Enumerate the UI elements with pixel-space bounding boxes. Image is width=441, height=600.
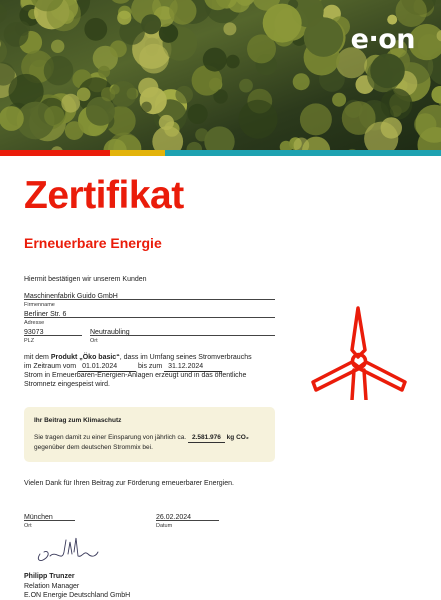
production-line: Strom in Erneuerbaren-Energien-Anlagen erzeugt und in das öffentliche bbox=[24, 372, 247, 379]
tree-crown bbox=[204, 126, 234, 150]
zip-value: 93073 bbox=[24, 329, 44, 336]
certificate-subtitle: Erneuerbare Energie bbox=[24, 235, 162, 251]
tree-crown bbox=[263, 4, 302, 43]
tree-crown bbox=[141, 102, 152, 113]
tree-crown bbox=[203, 48, 227, 72]
firm-label: Firmenname bbox=[24, 302, 55, 308]
tree-crown bbox=[0, 106, 24, 131]
thanks-text: Vielen Dank für Ihren Beitrag zur Förderung erneuerbarer Energien. bbox=[24, 480, 234, 487]
tree-crown bbox=[15, 21, 30, 36]
street-line bbox=[24, 317, 275, 318]
date-line bbox=[156, 520, 219, 521]
tree-crown bbox=[77, 88, 91, 102]
tree-crown bbox=[293, 73, 310, 90]
tree-crown bbox=[195, 128, 208, 141]
tree-crown bbox=[300, 103, 332, 135]
zip-label: PLZ bbox=[24, 338, 35, 344]
product-line: mit dem Produkt „Öko basic“, dass im Umfang seines Stromverbrauchs bbox=[24, 354, 252, 361]
tree-crown bbox=[110, 40, 127, 57]
date-label: Datum bbox=[156, 523, 173, 529]
date-value: 26.02.2024 bbox=[156, 514, 192, 521]
city-value: Neutraubling bbox=[90, 329, 130, 336]
tree-crown bbox=[223, 22, 236, 35]
tree-crown bbox=[175, 86, 193, 104]
tree-crown bbox=[188, 104, 208, 124]
climate-text: Sie tragen damit zu einer Einsparung von jährlich ca. 2.581.976 kg CO₂ gegenüber dem deutschen Strommix bei. bbox=[34, 434, 249, 451]
signature-scribble bbox=[34, 536, 104, 566]
tree-crown bbox=[370, 54, 405, 89]
tree-crown bbox=[332, 93, 346, 107]
place-value: München bbox=[24, 514, 53, 521]
brand-stripe-yellow bbox=[110, 150, 165, 156]
wind-turbine-icon bbox=[305, 300, 413, 405]
street-label: Adresse bbox=[24, 320, 45, 326]
tree-crown bbox=[139, 44, 169, 74]
tree-crown bbox=[61, 94, 80, 113]
brand-stripe-turquoise bbox=[165, 150, 441, 156]
tree-crown bbox=[117, 11, 131, 25]
co2-amount: 2.581.976 bbox=[188, 433, 225, 443]
signer-company: E.ON Energie Deutschland GmbH bbox=[24, 592, 131, 599]
certificate-title: Zertifikat bbox=[24, 174, 184, 217]
place-label: Ort bbox=[24, 523, 32, 529]
brand-stripe-red bbox=[0, 150, 110, 156]
tree-crown bbox=[0, 38, 7, 66]
street-value: Berliner Str. 6 bbox=[24, 311, 67, 318]
eon-logo: e·on bbox=[350, 24, 415, 55]
tree-crown bbox=[51, 40, 64, 53]
city-line bbox=[90, 335, 275, 336]
tree-crown bbox=[396, 0, 427, 27]
firm-line bbox=[24, 299, 275, 300]
tree-crown bbox=[98, 66, 110, 78]
grid-line: Stromnetz eingespeist wird. bbox=[24, 381, 110, 388]
tree-crown bbox=[431, 86, 441, 103]
zip-line bbox=[24, 335, 82, 336]
tree-crown bbox=[0, 4, 7, 24]
tree-crown bbox=[101, 87, 115, 101]
tree-crown bbox=[239, 79, 253, 93]
tree-crown bbox=[86, 97, 115, 126]
handwritten-signature bbox=[34, 536, 104, 571]
city-label: Ort bbox=[90, 338, 98, 344]
tree-crown bbox=[239, 100, 278, 139]
firm-value: Maschinenfabrik Guido GmbH bbox=[24, 293, 118, 300]
tree-crown bbox=[226, 55, 240, 69]
co2-unit: kg CO₂ bbox=[226, 434, 249, 441]
intro-text: Hiermit bestätigen wir unserem Kunden bbox=[24, 276, 147, 283]
period-line: im Zeitraum vom 01.01.2024 bis zum 31.12.2024 bbox=[24, 362, 222, 372]
place-line bbox=[24, 520, 75, 521]
tree-crown bbox=[138, 78, 158, 98]
forest-header-image bbox=[0, 0, 441, 150]
signer-name: Philipp Trunzer bbox=[24, 573, 75, 580]
tree-crown bbox=[187, 142, 203, 150]
tree-crown bbox=[44, 106, 64, 126]
tree-crown bbox=[65, 121, 84, 140]
signer-role: Relation Manager bbox=[24, 583, 80, 590]
tree-crown bbox=[141, 14, 161, 34]
forest-canopy-illustration bbox=[0, 0, 441, 150]
tree-crown bbox=[84, 18, 107, 41]
tree-crown bbox=[44, 56, 74, 86]
tree-crown bbox=[159, 115, 174, 130]
product-name: Produkt „Öko basic“ bbox=[50, 354, 120, 361]
tree-crown bbox=[109, 0, 133, 4]
climate-title: Ihr Beitrag zum Klimaschutz bbox=[34, 417, 122, 424]
period-from: 01.01.2024 bbox=[78, 362, 136, 372]
wind-turbine-drawing bbox=[305, 300, 413, 400]
tree-crown bbox=[381, 88, 413, 120]
tree-crown bbox=[415, 105, 441, 143]
climate-contribution-box bbox=[24, 407, 275, 462]
period-to: 31.12.2024 bbox=[164, 362, 222, 372]
